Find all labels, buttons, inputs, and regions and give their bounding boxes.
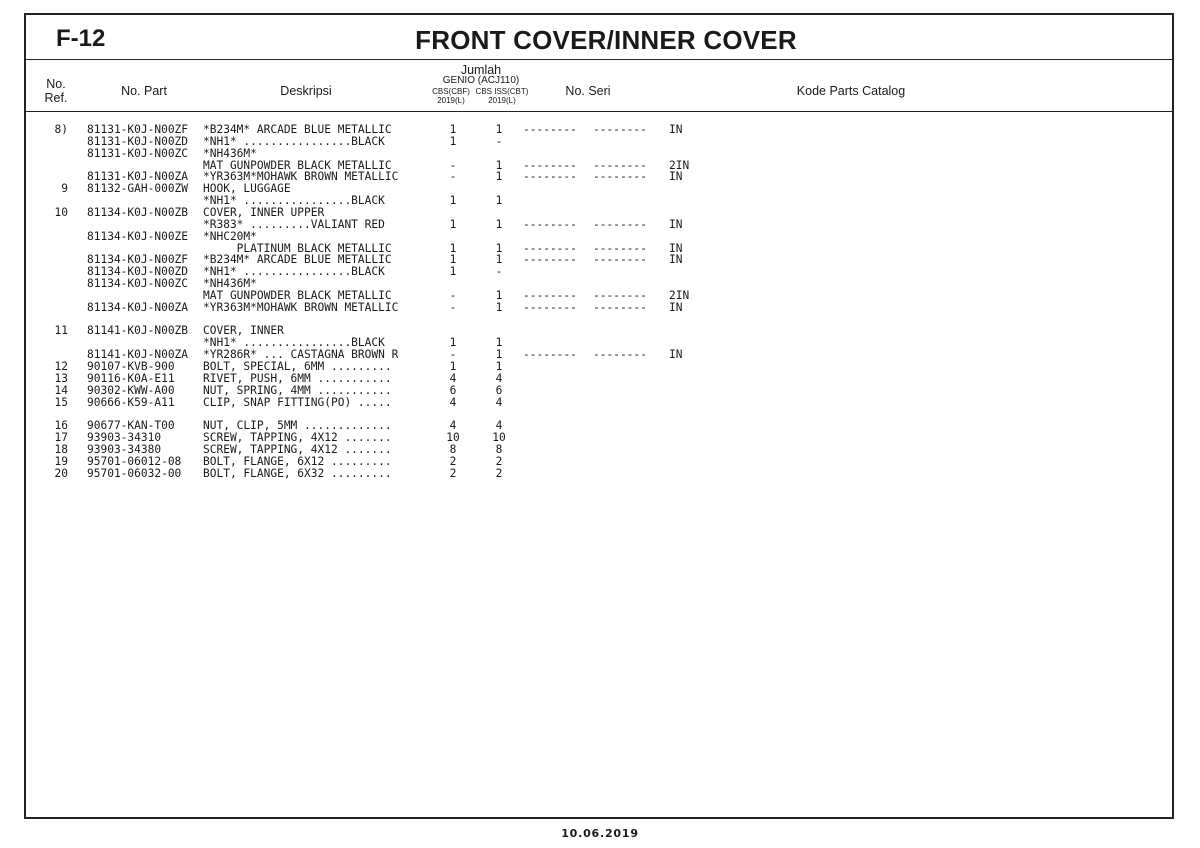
col-variant1: CBS(CBF) bbox=[432, 87, 470, 96]
qty-cbs-iss-cbt: 1 bbox=[495, 360, 503, 373]
part-number: 95701-06032-00 bbox=[87, 466, 182, 480]
description: CLIP, SNAP FITTING(PO) ..... bbox=[203, 395, 392, 409]
table-row bbox=[26, 314, 1172, 326]
table-row bbox=[26, 266, 1172, 278]
qty-cbs-iss-cbt: 2 bbox=[495, 454, 503, 468]
ref-number: 11 bbox=[54, 324, 68, 338]
table-row bbox=[26, 456, 1172, 468]
qty-cbs-iss-cbt: 1 bbox=[495, 123, 503, 136]
qty-cbs-iss-cbt: 1 bbox=[495, 194, 503, 208]
description: MAT GUNPOWDER BLACK METALLIC bbox=[203, 158, 392, 172]
qty-cbs-cbf: - bbox=[449, 348, 457, 362]
qty-cbs-cbf: 2 bbox=[449, 466, 457, 480]
table-row bbox=[26, 373, 1172, 385]
table-row bbox=[26, 254, 1172, 266]
col-year1: 2019(L) bbox=[437, 96, 465, 105]
serial-to: -------- bbox=[593, 253, 647, 267]
description: SCREW, TAPPING, 4X12 ....... bbox=[203, 442, 392, 456]
qty-cbs-iss-cbt: 6 bbox=[495, 383, 503, 397]
part-number: 90107-KVB-900 bbox=[87, 360, 175, 373]
qty-cbs-cbf: 4 bbox=[449, 419, 457, 433]
catalog-code: IN bbox=[669, 300, 683, 314]
catalog-code: IN bbox=[669, 241, 683, 255]
qty-cbs-cbf: 1 bbox=[449, 194, 457, 208]
serial-from: -------- bbox=[523, 158, 577, 172]
table-row bbox=[26, 468, 1172, 480]
qty-cbs-cbf: 1 bbox=[449, 360, 457, 373]
qty-cbs-iss-cbt: 1 bbox=[495, 288, 503, 302]
table-row bbox=[26, 408, 1172, 420]
part-number: 81134-K0J-N00ZB bbox=[87, 205, 189, 219]
part-number: 95701-06012-08 bbox=[87, 454, 182, 468]
col-no-ref-line1: No. bbox=[46, 77, 66, 91]
part-number: 81134-K0J-N00ZE bbox=[87, 229, 189, 243]
serial-to: -------- bbox=[593, 217, 647, 231]
description: HOOK, LUGGAGE bbox=[203, 182, 291, 196]
ref-number: 20 bbox=[54, 466, 68, 480]
description: *NHC20M* bbox=[203, 229, 257, 243]
qty-cbs-cbf: - bbox=[449, 300, 457, 314]
description: PLATINUM BLACK METALLIC bbox=[203, 241, 392, 255]
part-number: 90302-KWW-A00 bbox=[87, 383, 175, 397]
qty-cbs-cbf: 10 bbox=[446, 431, 460, 445]
description: *NH1* ................BLACK bbox=[203, 134, 385, 148]
ref-number: 9 bbox=[61, 182, 68, 196]
ref-number: 13 bbox=[54, 371, 68, 385]
qty-cbs-cbf: 1 bbox=[449, 217, 457, 231]
description: RIVET, PUSH, 6MM ........... bbox=[203, 371, 392, 385]
qty-cbs-cbf: - bbox=[449, 288, 457, 302]
table-row bbox=[26, 148, 1172, 160]
serial-from: -------- bbox=[523, 253, 577, 267]
qty-cbs-cbf: 2 bbox=[449, 454, 457, 468]
catalog-code: 2IN bbox=[669, 288, 690, 302]
qty-cbs-iss-cbt: 1 bbox=[495, 217, 503, 231]
col-no-seri: No. Seri bbox=[565, 84, 611, 98]
serial-from: -------- bbox=[523, 170, 577, 184]
part-number: 81131-K0J-N00ZD bbox=[87, 134, 189, 148]
description: NUT, SPRING, 4MM ........... bbox=[203, 383, 392, 397]
description: COVER, INNER bbox=[203, 324, 284, 338]
qty-cbs-iss-cbt: 10 bbox=[492, 431, 506, 445]
description: *NH1* ................BLACK bbox=[203, 194, 385, 208]
ref-number: 14 bbox=[54, 383, 68, 397]
part-number: 81131-K0J-N00ZA bbox=[87, 170, 189, 184]
serial-from: -------- bbox=[523, 123, 577, 136]
col-no-part: No. Part bbox=[121, 84, 167, 98]
serial-from: -------- bbox=[523, 241, 577, 255]
description: SCREW, TAPPING, 4X12 ....... bbox=[203, 431, 392, 445]
catalog-code: IN bbox=[669, 253, 683, 267]
serial-to: -------- bbox=[593, 348, 647, 362]
catalog-code: IN bbox=[669, 123, 683, 136]
qty-cbs-iss-cbt: - bbox=[495, 134, 503, 148]
description: *YR363M*MOHAWK BROWN METALLIC bbox=[203, 170, 399, 184]
part-number: 81141-K0J-N00ZB bbox=[87, 324, 189, 338]
part-number: 81131-K0J-N00ZF bbox=[87, 123, 189, 136]
catalog-code: 2IN bbox=[669, 158, 690, 172]
ref-number: 8) bbox=[54, 123, 68, 136]
ref-number: 16 bbox=[54, 419, 68, 433]
description: *NH436M* bbox=[203, 277, 257, 291]
part-number: 81131-K0J-N00ZC bbox=[87, 146, 189, 160]
qty-cbs-cbf: 1 bbox=[449, 123, 457, 136]
qty-cbs-cbf: - bbox=[449, 158, 457, 172]
qty-cbs-cbf: 6 bbox=[449, 383, 457, 397]
part-number: 81141-K0J-N00ZA bbox=[87, 348, 189, 362]
description: NUT, CLIP, 5MM ............. bbox=[203, 419, 392, 433]
qty-cbs-iss-cbt: 1 bbox=[495, 348, 503, 362]
qty-cbs-iss-cbt: 4 bbox=[495, 371, 503, 385]
table-row bbox=[26, 432, 1172, 444]
description: *NH1* ................BLACK bbox=[203, 265, 385, 279]
serial-to: -------- bbox=[593, 288, 647, 302]
serial-to: -------- bbox=[593, 158, 647, 172]
header-divider-bottom bbox=[26, 111, 1172, 112]
part-number: 81134-K0J-N00ZC bbox=[87, 277, 189, 291]
qty-cbs-cbf: 8 bbox=[449, 442, 457, 456]
table-row bbox=[26, 219, 1172, 231]
ref-number: 18 bbox=[54, 442, 68, 456]
table-row bbox=[26, 420, 1172, 432]
table-row bbox=[26, 349, 1172, 361]
description: *B234M* ARCADE BLUE METALLIC bbox=[203, 123, 392, 136]
qty-cbs-iss-cbt: 4 bbox=[495, 395, 503, 409]
description: *YR286R* ... CASTAGNA BROWN R bbox=[203, 348, 399, 362]
qty-cbs-cbf: 1 bbox=[449, 253, 457, 267]
part-number: 93903-34310 bbox=[87, 431, 162, 445]
qty-cbs-cbf: 1 bbox=[449, 336, 457, 350]
serial-from: -------- bbox=[523, 217, 577, 231]
description: *YR363M*MOHAWK BROWN METALLIC bbox=[203, 300, 399, 314]
part-number: 81134-K0J-N00ZD bbox=[87, 265, 189, 279]
part-number: 81132-GAH-000ZW bbox=[87, 182, 189, 196]
qty-cbs-iss-cbt: 1 bbox=[495, 300, 503, 314]
description: BOLT, SPECIAL, 6MM ......... bbox=[203, 360, 392, 373]
qty-cbs-cbf: - bbox=[449, 170, 457, 184]
table-row bbox=[26, 183, 1172, 195]
ref-number: 17 bbox=[54, 431, 68, 445]
qty-cbs-iss-cbt: - bbox=[495, 265, 503, 279]
catalog-code: IN bbox=[669, 348, 683, 362]
col-model: GENIO (ACJ110) bbox=[442, 75, 520, 86]
catalog-code: IN bbox=[669, 170, 683, 184]
description: *NH436M* bbox=[203, 146, 257, 160]
qty-cbs-iss-cbt: 1 bbox=[495, 170, 503, 184]
table-row bbox=[26, 302, 1172, 314]
col-deskripsi: Deskripsi bbox=[280, 84, 332, 98]
description: *R383* .........VALIANT RED bbox=[203, 217, 385, 231]
col-kode-parts-catalog: Kode Parts Catalog bbox=[796, 84, 906, 98]
serial-to: -------- bbox=[593, 170, 647, 184]
table-row bbox=[26, 136, 1172, 148]
description: *B234M* ARCADE BLUE METALLIC bbox=[203, 253, 392, 267]
description: *NH1* ................BLACK bbox=[203, 336, 385, 350]
description: BOLT, FLANGE, 6X12 ......... bbox=[203, 454, 392, 468]
qty-cbs-iss-cbt: 4 bbox=[495, 419, 503, 433]
header-divider-top bbox=[26, 59, 1172, 60]
description: MAT GUNPOWDER BLACK METALLIC bbox=[203, 288, 392, 302]
ref-number: 12 bbox=[54, 360, 68, 373]
table-row bbox=[26, 195, 1172, 207]
col-year2: 2019(L) bbox=[488, 96, 516, 105]
table-row bbox=[26, 325, 1172, 337]
footer-date: 10.06.2019 bbox=[561, 827, 639, 840]
table-row bbox=[26, 397, 1172, 409]
catalog-page-frame bbox=[24, 13, 1174, 819]
qty-cbs-cbf: 1 bbox=[449, 134, 457, 148]
qty-cbs-cbf: 4 bbox=[449, 371, 457, 385]
description: BOLT, FLANGE, 6X32 ......... bbox=[203, 466, 392, 480]
serial-to: -------- bbox=[593, 300, 647, 314]
serial-from: -------- bbox=[523, 288, 577, 302]
table-row bbox=[26, 444, 1172, 456]
part-number: 93903-34380 bbox=[87, 442, 162, 456]
part-number: 90677-KAN-T00 bbox=[87, 419, 175, 433]
table-row bbox=[26, 385, 1172, 397]
qty-cbs-iss-cbt: 1 bbox=[495, 253, 503, 267]
col-jumlah: Jumlah bbox=[460, 63, 502, 77]
part-number: 81134-K0J-N00ZF bbox=[87, 253, 189, 267]
qty-cbs-cbf: 1 bbox=[449, 241, 457, 255]
ref-number: 19 bbox=[54, 454, 68, 468]
qty-cbs-cbf: 1 bbox=[449, 265, 457, 279]
page-code: F-12 bbox=[56, 25, 106, 52]
qty-cbs-cbf: 4 bbox=[449, 395, 457, 409]
qty-cbs-iss-cbt: 8 bbox=[495, 442, 503, 456]
qty-cbs-iss-cbt: 1 bbox=[495, 336, 503, 350]
col-variant2: CBS ISS(CBT) bbox=[475, 87, 529, 96]
part-number: 81134-K0J-N00ZA bbox=[87, 300, 189, 314]
table-row bbox=[26, 124, 1172, 136]
part-number: 90666-K59-A11 bbox=[87, 395, 175, 409]
serial-from: -------- bbox=[523, 300, 577, 314]
col-no-ref-line2: Ref. bbox=[44, 91, 68, 105]
serial-to: -------- bbox=[593, 123, 647, 136]
catalog-code: IN bbox=[669, 217, 683, 231]
part-number: 90116-K0A-E11 bbox=[87, 371, 175, 385]
ref-number: 15 bbox=[54, 395, 68, 409]
table-row bbox=[26, 231, 1172, 243]
table-row bbox=[26, 171, 1172, 183]
qty-cbs-iss-cbt: 1 bbox=[495, 241, 503, 255]
ref-number: 10 bbox=[54, 205, 68, 219]
description: COVER, INNER UPPER bbox=[203, 205, 325, 219]
serial-from: -------- bbox=[523, 348, 577, 362]
page-title: FRONT COVER/INNER COVER bbox=[415, 25, 797, 55]
qty-cbs-iss-cbt: 2 bbox=[495, 466, 503, 480]
qty-cbs-iss-cbt: 1 bbox=[495, 158, 503, 172]
serial-to: -------- bbox=[593, 241, 647, 255]
table-row bbox=[26, 361, 1172, 373]
